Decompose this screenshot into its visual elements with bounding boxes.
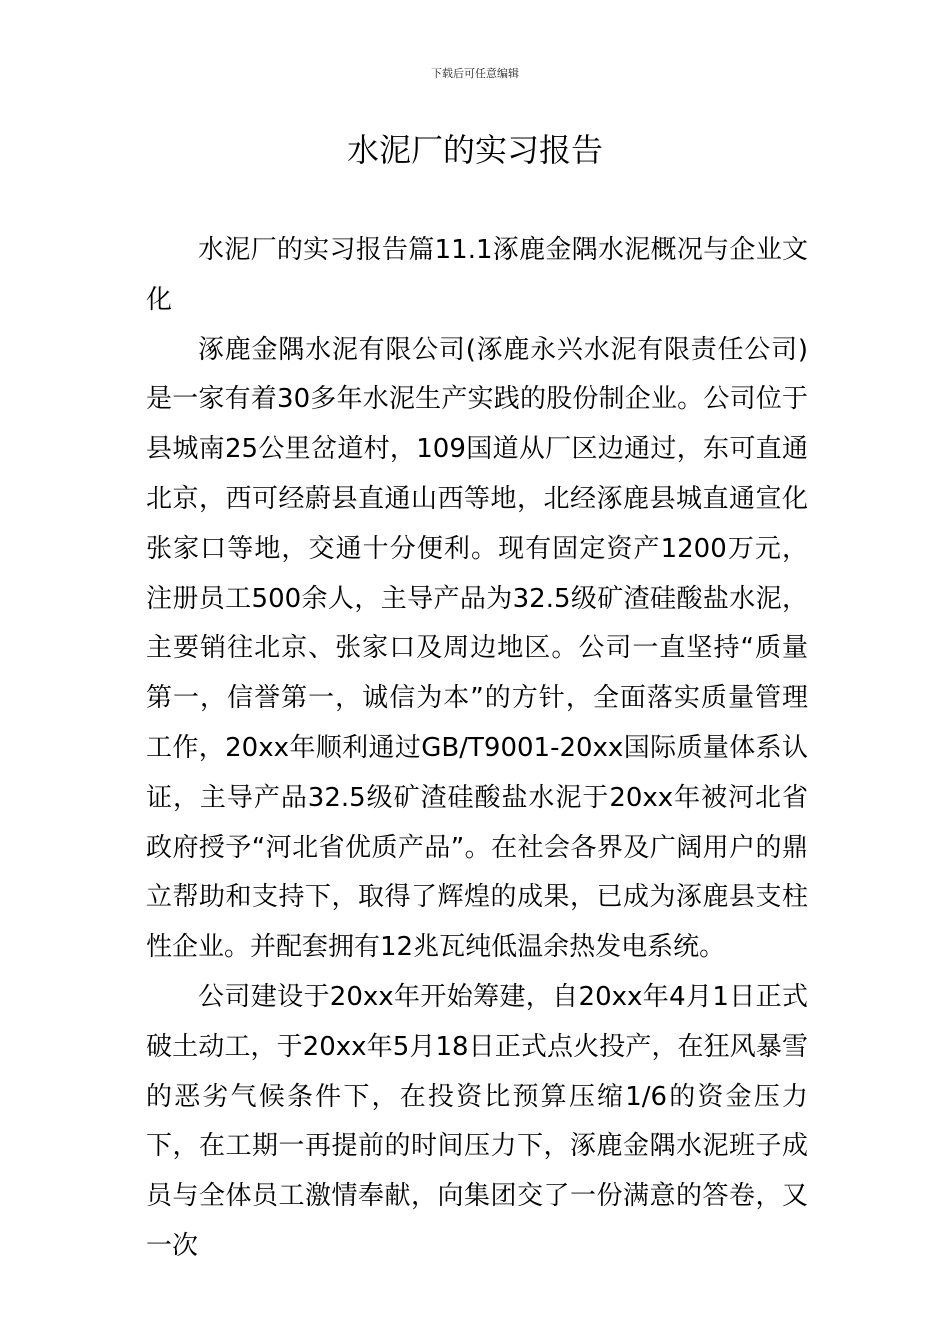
paragraph-company-history: 公司建设于20xx年开始筹建，自20xx年4月1日正式破土动工，于20xx年5月18日正式点火投产，在狂风暴雪的恶劣气候条件下，在投资比预算压缩1/6的资金压力下，在工期一再提前的时间压力下，涿鹿金隅水泥班子成员与全体员工激情奉献，向集团交了一份满意的答卷，又一次 <box>146 981 808 1261</box>
header-note: 下载后可任意编辑 <box>431 67 519 80</box>
paragraph-company-overview: 涿鹿金隅水泥有限公司(涿鹿永兴水泥有限责任公司)是一家有着30多年水泥生产实践的股份制企业。公司位于县城南25公里岔道村，109国道从厂区边通过，东可直通北京，西可经蔚县直通山西等地，北经涿鹿县城直通宣化张家口等地，交通十分便利。现有固定资产1200万元，注册员工500余人，主导产品为32.5级矿渣硅酸盐水泥，主要销往北京、张家口及周边地区。公司一直坚持“质量第一，信誉第一，诚信为本”的方针，全面落实质量管理工作，20xx年顺利通过GB/T9001-20xx国际质量体系认证，主导产品32.5级矿渣硅酸盐水泥于20xx年被河北省政府授予“河北省优质产品”。在社会各界及广阔用户的鼎立帮助和支持下，取得了辉煌的成果，已成为涿鹿县支柱性企业。并配套拥有12兆瓦纯低温余热发电系统。 <box>146 334 808 963</box>
paragraph-intro: 水泥厂的实习报告篇11.1涿鹿金隅水泥概况与企业文化 <box>146 235 808 315</box>
document-title: 水泥厂的实习报告 <box>346 131 603 169</box>
document-body <box>146 226 808 1272</box>
